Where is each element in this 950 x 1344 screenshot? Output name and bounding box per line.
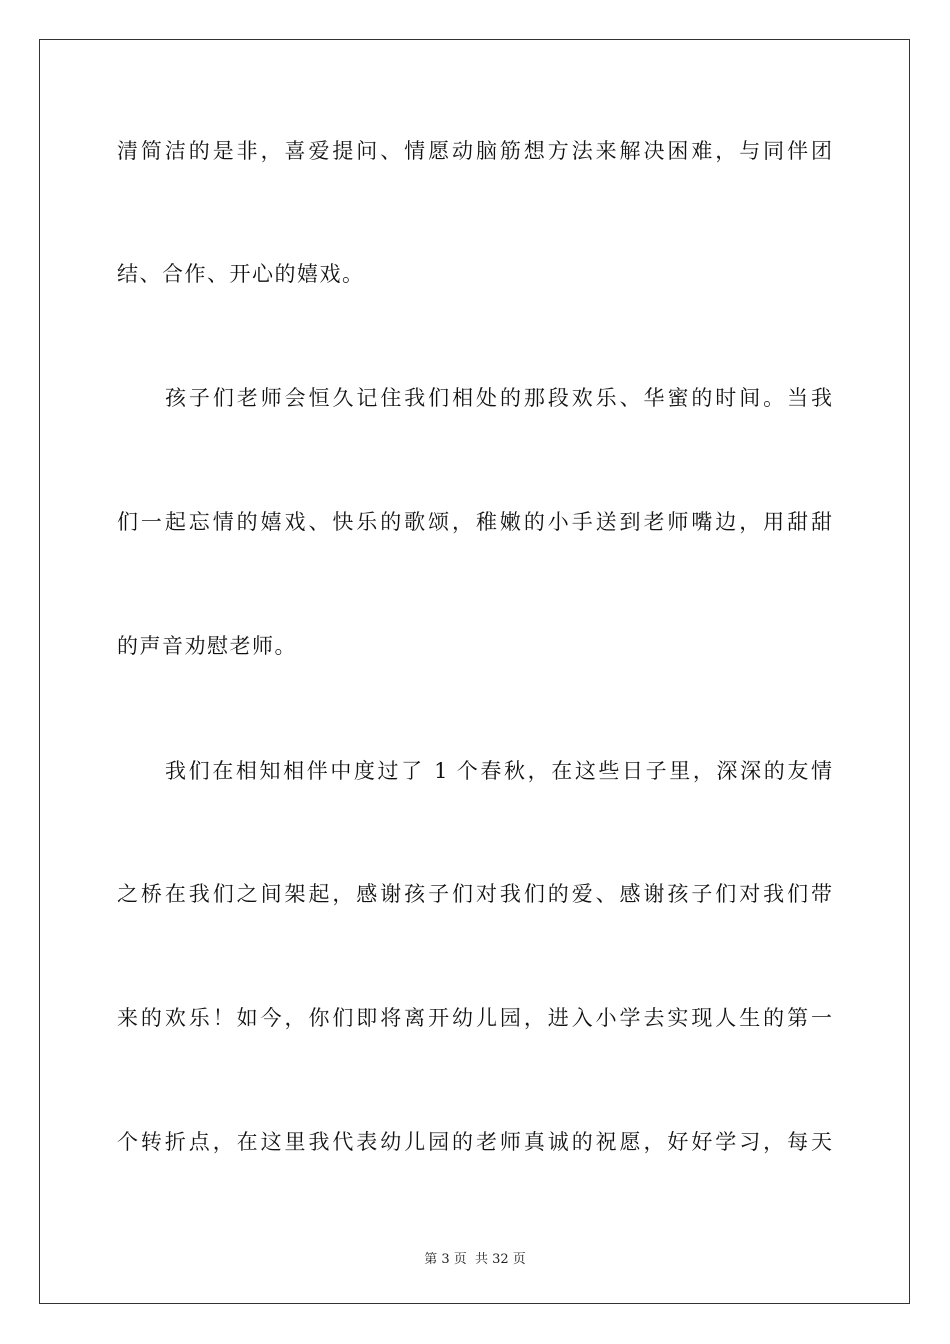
page-footer [0, 1248, 950, 1267]
paragraph-line: 个转折点，在这里我代表幼儿园的老师真诚的祝愿，好好学习，每天 [117, 1130, 832, 1154]
paragraph-line: 结、合作、开心的嬉戏。 [117, 262, 365, 286]
paragraph-line: 的声音劝慰老师。 [117, 634, 297, 658]
paragraph-line: 来的欢乐！如今，你们即将离开幼儿园，进入小学去实现人生的第一 [117, 1006, 832, 1030]
paragraph-line: 之桥在我们之间架起，感谢孩子们对我们的爱、感谢孩子们对我们带 [117, 882, 832, 906]
paragraph-line: 们一起忘情的嬉戏、快乐的歌颂，稚嫩的小手送到老师嘴边，用甜甜 [117, 510, 832, 534]
page-border [39, 39, 910, 1304]
paragraph-line: 清简洁的是非，喜爱提问、情愿动脑筋想方法来解决困难，与同伴团 [117, 139, 832, 163]
page-number: 第 3 页 [424, 1252, 467, 1267]
page-total: 共 32 页 [474, 1252, 526, 1267]
paragraph-line: 我们在相知相伴中度过了 1 个春秋，在这些日子里，深深的友情 [165, 759, 832, 783]
paragraph-line: 孩子们老师会恒久记住我们相处的那段欢乐、华蜜的时间。当我 [165, 386, 832, 410]
